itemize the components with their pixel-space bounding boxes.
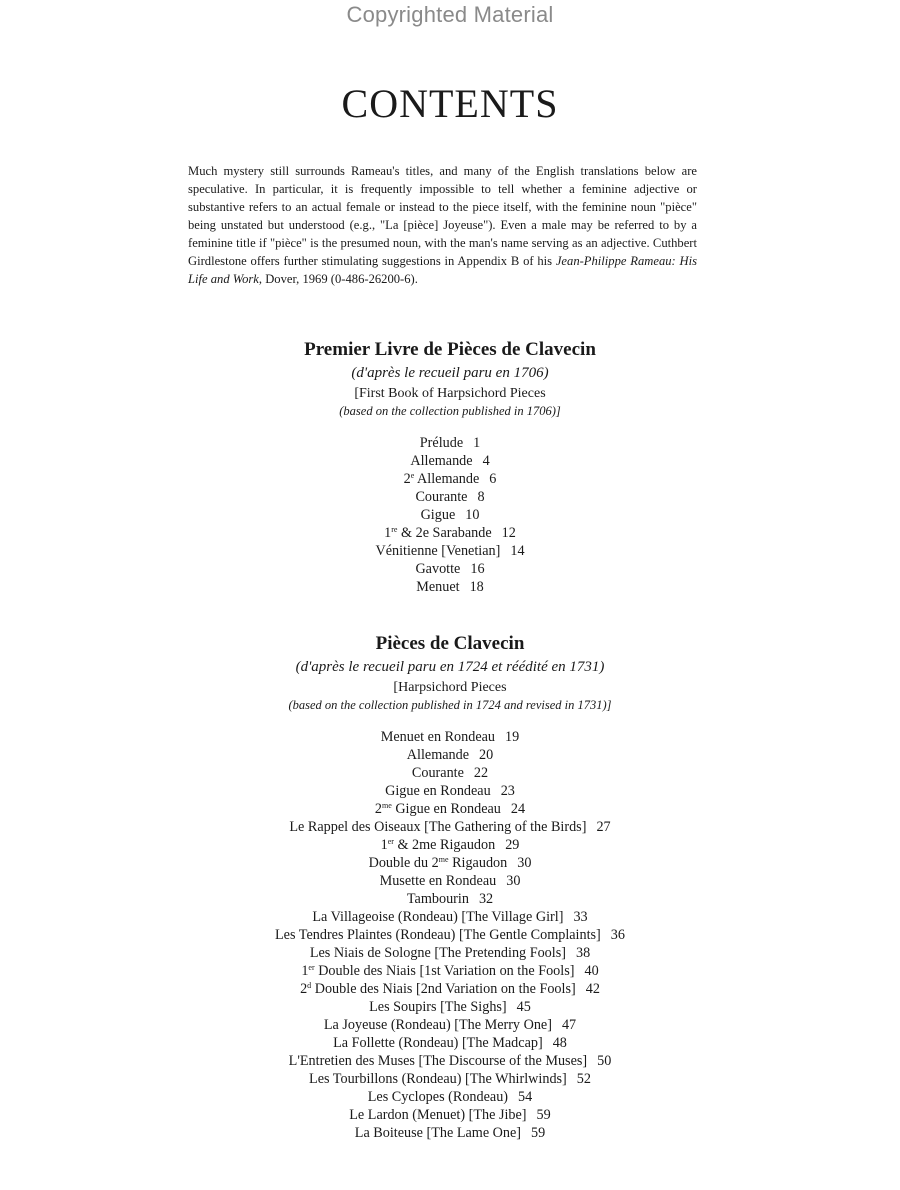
contents-entry [0, 980, 900, 998]
contents-entry [0, 488, 900, 506]
contents-entry [0, 998, 900, 1016]
entry-title: 2 [403, 471, 411, 487]
contents-entry [0, 470, 900, 488]
contents-entry [0, 506, 900, 524]
contents-entry [0, 854, 900, 872]
entry-title: Les Soupirs [The Sighs] [369, 999, 507, 1015]
entry-title-continued: Double des Niais [1st Variation on the Fools] [314, 963, 575, 979]
entry-title-superscript: d [307, 981, 312, 990]
section-english-subtitle: (based on the collection published in 1724 and revised in 1731)] [288, 698, 612, 712]
entry-title: Double du 2 [368, 855, 439, 871]
entry-title: Tambourin [406, 891, 469, 907]
copyright-watermark: Copyrighted Material [346, 2, 554, 27]
contents-entry [0, 1052, 900, 1070]
entry-title: Vénitienne [Venetian] [375, 543, 501, 559]
contents-list [0, 434, 900, 596]
entry-page-number: 52 [576, 1071, 591, 1087]
entry-title: Les Cyclopes (Rondeau) [367, 1089, 509, 1105]
entry-page-number: 6 [489, 471, 497, 487]
entry-title: Les Tendres Plaintes (Rondeau) [The Gentle Complaints] [275, 927, 601, 943]
intro-book-title: Jean-Philippe Rameau: His Life and Work [188, 254, 698, 286]
entry-title-continued: Gigue en Rondeau [391, 801, 501, 817]
entry-title: Courante [411, 765, 464, 781]
entry-title: La Joyeuse (Rondeau) [The Merry One] [323, 1017, 552, 1033]
contents-entry [0, 728, 900, 746]
entry-page-number: 20 [479, 747, 494, 763]
entry-title-superscript: er [308, 963, 315, 972]
contents-entry [0, 542, 900, 560]
entry-title: Musette en Rondeau [379, 873, 497, 889]
contents-entry [0, 872, 900, 890]
contents-entry [0, 746, 900, 764]
entry-title: Allemande [406, 747, 470, 763]
contents-entry [0, 836, 900, 854]
contents-entry [0, 578, 900, 596]
entry-page-number: 45 [516, 999, 531, 1015]
contents-entry [0, 908, 900, 926]
entry-page-number: 24 [510, 801, 526, 817]
contents-entry [0, 1016, 900, 1034]
entry-title: 2 [374, 801, 382, 817]
entry-page-number: 19 [505, 729, 520, 745]
entry-title: La Boiteuse [The Lame One] [354, 1125, 522, 1141]
entry-page-number: 32 [478, 891, 494, 907]
contents-entry [0, 1106, 900, 1124]
section-subtitle: (d'après le recueil paru en 1706) [351, 365, 549, 381]
entry-title: Menuet en Rondeau [380, 729, 496, 745]
contents-entry [0, 962, 900, 980]
entry-page-number: 1 [473, 435, 481, 451]
contents-entry [0, 1070, 900, 1088]
entry-title: Gavotte [415, 561, 461, 577]
entry-title: 1 [384, 525, 392, 541]
entry-page-number: 27 [596, 819, 611, 835]
contents-entry [0, 1088, 900, 1106]
contents-entry [0, 764, 900, 782]
entry-title: Le Rappel des Oiseaux [The Gathering of the Birds] [289, 819, 587, 835]
entry-page-number: 59 [536, 1107, 551, 1123]
entry-title: Courante [415, 489, 468, 505]
contents-entry [0, 800, 900, 818]
intro-text-2: , Dover, 1969 (0-486-26200-6). [258, 272, 418, 286]
section-english-subtitle: (based on the collection published in 1706)] [339, 404, 561, 418]
contents-entry [0, 944, 900, 962]
intro-paragraph [188, 162, 697, 288]
entry-title: La Follette (Rondeau) [The Madcap] [333, 1035, 543, 1051]
entry-page-number: 23 [500, 783, 515, 799]
contents-list [0, 728, 900, 1142]
entry-page-number: 18 [469, 579, 484, 595]
entry-title: Les Tourbillons (Rondeau) [The Whirlwinds] [309, 1071, 567, 1087]
entry-title: 2 [300, 981, 308, 997]
entry-page-number: 8 [477, 489, 485, 505]
entry-page-number: 48 [552, 1035, 567, 1051]
entry-page-number: 29 [505, 837, 520, 853]
entry-title-continued: & 2me Rigaudon [393, 837, 496, 853]
entry-title-superscript: re [391, 525, 398, 534]
contents-entry [0, 524, 900, 542]
page-title: CONTENTS [341, 81, 559, 126]
entry-title: 1 [301, 963, 309, 979]
contents-entry [0, 926, 900, 944]
entry-page-number: 40 [584, 963, 599, 979]
entry-page-number: 22 [473, 765, 489, 781]
entry-title-continued: & 2e Sarabande [397, 525, 492, 541]
entry-title-continued: Rigaudon [448, 855, 508, 871]
section-english-title: [Harpsichord Pieces [393, 680, 507, 695]
entry-title: Prélude [419, 435, 464, 451]
entry-title: Gigue en Rondeau [385, 783, 491, 799]
contents-entry [0, 434, 900, 452]
entry-page-number: 59 [531, 1125, 546, 1141]
contents-entry [0, 890, 900, 908]
section-subtitle: (d'après le recueil paru en 1724 et réédité en 1731) [295, 659, 605, 675]
entry-title: Allemande [410, 453, 473, 469]
entry-page-number: 30 [506, 873, 521, 889]
entry-title: L'Entretien des Muses [The Discourse of the Muses] [288, 1053, 588, 1069]
entry-page-number: 54 [518, 1089, 533, 1105]
entry-page-number: 47 [561, 1017, 577, 1033]
contents-entry [0, 782, 900, 800]
section-pieces-de-clavecin [0, 632, 900, 1142]
entry-page-number: 30 [517, 855, 532, 871]
entry-title: Gigue [420, 507, 456, 523]
entry-title-superscript: me [438, 855, 449, 864]
entry-title: Le Lardon (Menuet) [The Jibe] [349, 1107, 527, 1123]
entry-title: La Villageoise (Rondeau) [The Village Girl] [312, 909, 564, 925]
entry-title-continued: Double des Niais [2nd Variation on the Fools] [311, 981, 576, 997]
contents-entry [0, 1124, 900, 1142]
entry-page-number: 4 [482, 453, 490, 469]
entry-title-superscript: e [410, 471, 415, 480]
entry-page-number: 42 [585, 981, 600, 997]
contents-entry [0, 560, 900, 578]
entry-page-number: 33 [573, 909, 588, 925]
entry-page-number: 16 [470, 561, 485, 577]
section-english-title: [First Book of Harpsichord Pieces [354, 386, 546, 401]
section-premier-livre [0, 338, 900, 596]
entry-title-superscript: me [381, 801, 392, 810]
entry-title: Menuet [416, 579, 460, 595]
entry-page-number: 50 [597, 1053, 612, 1069]
section-title: Premier Livre de Pièces de Clavecin [304, 339, 596, 360]
entry-title: Les Niais de Sologne [The Pretending Fools] [309, 945, 566, 961]
contents-entry [0, 1034, 900, 1052]
entry-page-number: 14 [510, 543, 525, 559]
entry-page-number: 10 [465, 507, 480, 523]
entry-page-number: 36 [610, 927, 625, 943]
entry-page-number: 38 [575, 945, 591, 961]
intro-text-1: Much mystery still surrounds Rameau's titles, and many of the English translations below are speculative. In particular, it is frequently impossible to tell whether a feminine adjective or substantive refers to an actual female or instead to the piece itself, with the feminine noun "pièce" being unstated but understood (e.g., "La [pièce] Joyeuse"). Even a male may be referred to by a feminine title if "pièce" is the presumed noun, with the man's name serving as an adjective. Cuthbert Girdlestone offers further stimulating suggestions in Appendix B of his [188, 164, 697, 268]
contents-entry [0, 818, 900, 836]
contents-entry [0, 452, 900, 470]
entry-page-number: 12 [501, 525, 516, 541]
entry-title-continued: Allemande [414, 471, 480, 487]
section-title: Pièces de Clavecin [375, 633, 525, 654]
entry-title-superscript: er [387, 837, 394, 846]
entry-title: 1 [380, 837, 388, 853]
